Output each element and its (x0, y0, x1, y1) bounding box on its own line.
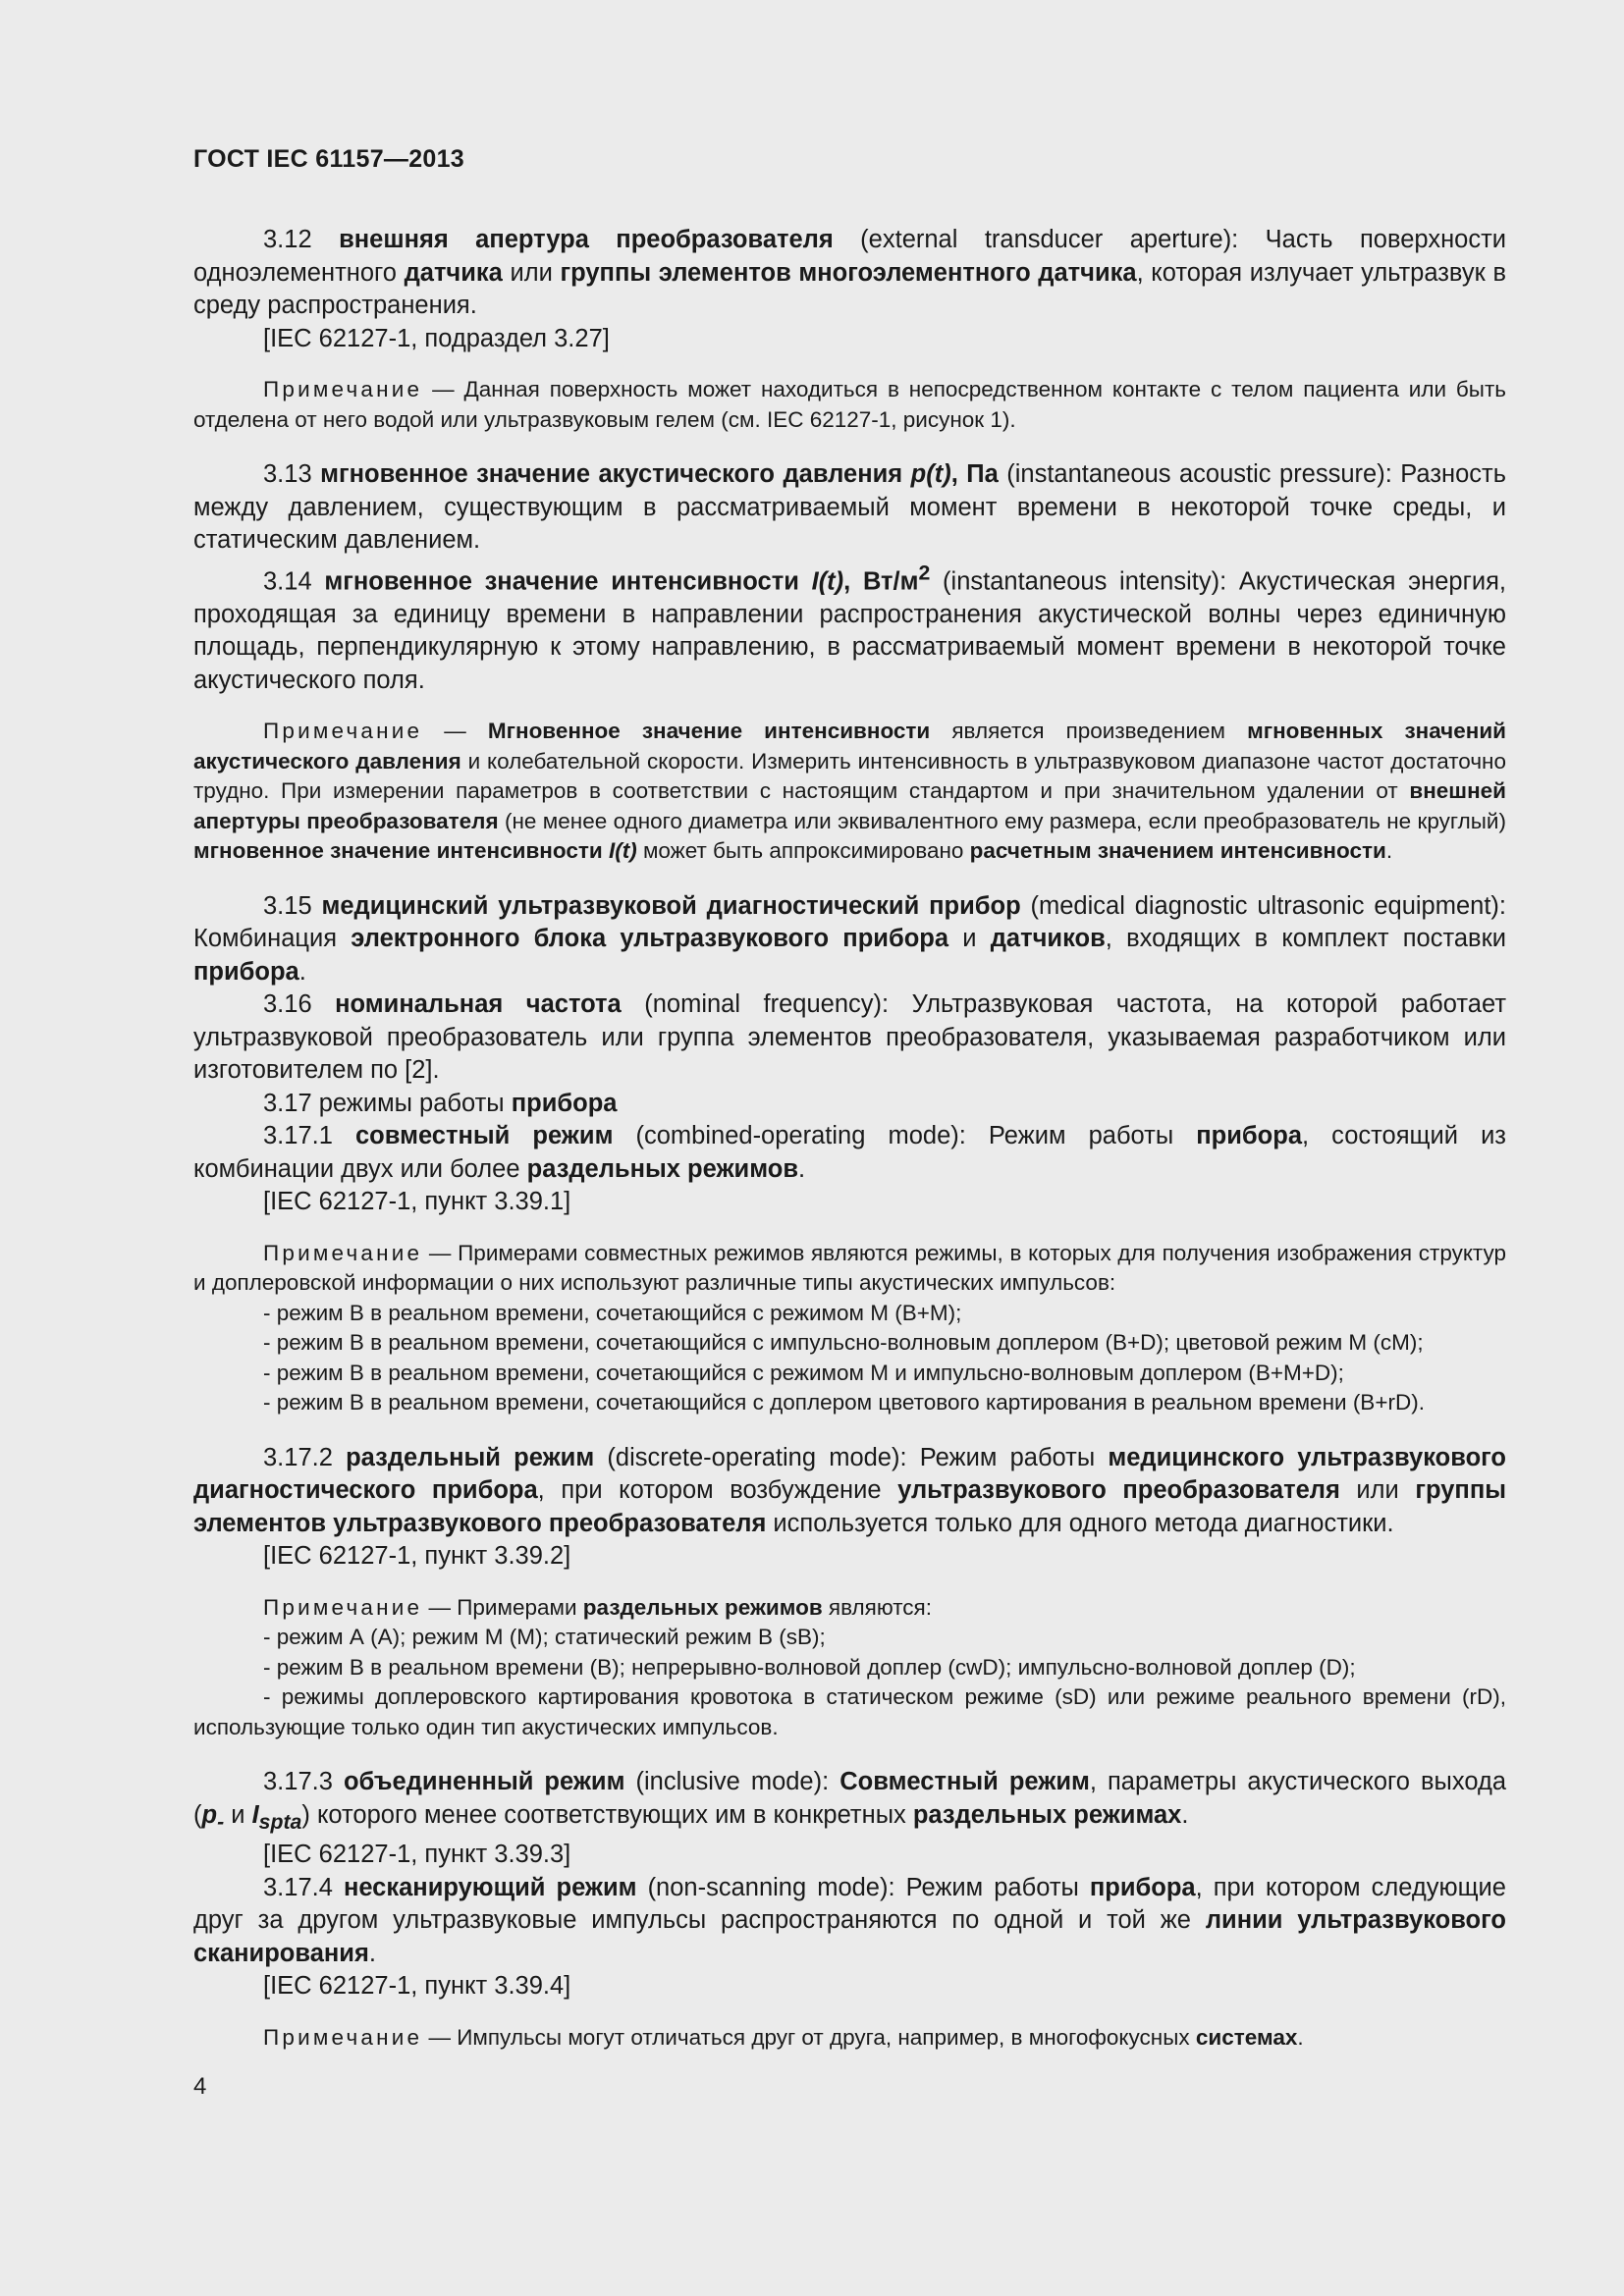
text: (external transducer aperture): Часть поверхности одноэлементного (193, 226, 1507, 287)
term-ref: внешней апертуры преобразователя (193, 778, 1506, 833)
text: или (1339, 1476, 1416, 1504)
clause-number: 3.14 (263, 567, 325, 595)
note-label: Примечание (263, 1594, 423, 1620)
source-reference: [IEC 62127-1, подраздел 3.27] (263, 324, 610, 352)
text: (instantaneous intensity): Акустическая энергия, проходящая за единицу времени в направлении распространения акустической волны через единичную площадь, перпендикулярную к этому направлению, в рассматриваемый момент времени в некоторой точке акустического поля. (193, 567, 1507, 694)
text: , которая излучает ультразвук в среду распространения. (193, 258, 1507, 319)
term-ref: раздельных режимов (582, 1594, 823, 1620)
term-ref: Совместный режим (839, 1768, 1090, 1795)
term-ref: группы элементов многоэлементного датчика (560, 258, 1137, 287)
text: . (1181, 1800, 1189, 1829)
text: (instantaneous acoustic pressure): Разность между давлением, существующим в рассматриваемый момент времени в некоторой точке среды, и статическим давлением. (193, 460, 1506, 554)
list-item: - режимы доплеровского картирования кровотока в статическом режиме (sD) или режиме реального времени (rD), использующие только один тип акустических импульсов. (193, 1684, 1506, 1739)
term-ref: прибора (1196, 1122, 1303, 1149)
symbol: I(t) (608, 838, 637, 863)
clause-number: 3.17.3 (263, 1768, 344, 1795)
source-reference: [IEC 62127-1, пункт 3.39.1] (263, 1188, 571, 1215)
term-ref: Мгновенное значение интенсивности (487, 719, 931, 743)
symbol: p (201, 1800, 218, 1829)
term: объединенный режим (343, 1768, 625, 1795)
text: является произведением (930, 719, 1248, 743)
clause-3-15 (193, 890, 1506, 989)
note (193, 375, 1506, 435)
term-ref: ультразвукового преобразователя (897, 1476, 1340, 1504)
text: и (948, 925, 991, 952)
page-number: 4 (193, 2073, 207, 2100)
clause-number: 3.16 (263, 990, 336, 1018)
text: (discrete-operating mode): Режим работы (594, 1443, 1109, 1471)
clause-3-14 (193, 558, 1506, 698)
term: внешняя апертура преобразователя (339, 226, 834, 253)
text: . (298, 957, 306, 986)
list-item: - режим А (А); режим М (М); статический режим В (sB); (263, 1625, 826, 1649)
text: (не менее одного диаметра или эквивалентного ему размера, если преобразователь не круглый) (498, 808, 1506, 833)
clause-3-17-1 (193, 1120, 1506, 1186)
text: ) которого менее соответствующих им в конкретных (301, 1800, 913, 1829)
note (193, 1239, 1506, 1299)
note-label: Примечание (263, 1240, 423, 1265)
note (193, 1593, 1506, 1624)
clause-number: 3.12 (263, 226, 340, 253)
symbol-subscript: - (217, 1809, 225, 1834)
text: . (1385, 838, 1393, 863)
unit: , Вт/м (843, 567, 919, 595)
term-ref: мгновенных значений акустического давления (193, 719, 1506, 774)
term-ref: раздельных режимов (526, 1154, 799, 1183)
note (193, 717, 1506, 867)
clause-3-13 (193, 458, 1506, 558)
text: , состоящий из комбинации двух или более (193, 1122, 1507, 1183)
term-ref: системах (1195, 2024, 1298, 2050)
clause-3-17 (193, 1088, 1506, 1121)
term-ref: линии ультразвукового сканирования (193, 1906, 1506, 1967)
list-item: - режим В в реальном времени, сочетающийся с режимом М и импульсно-волновым доплером (В+М+D); (263, 1360, 1344, 1385)
symbol: p(t) (910, 460, 951, 488)
note-label: Примечание (263, 2024, 423, 2050)
term-ref: датчиков (990, 925, 1106, 952)
text: — Примерами (422, 1594, 583, 1620)
term: несканирующий режим (343, 1873, 637, 1901)
note (193, 2023, 1506, 2054)
term: номинальная частота (335, 990, 622, 1018)
term-ref: медицинского ультразвукового диагностического прибора (193, 1443, 1507, 1504)
clause-number: 3.17.1 (263, 1122, 355, 1149)
text: — (422, 719, 488, 743)
note-label: Примечание (263, 377, 423, 401)
clause-3-16 (193, 988, 1506, 1088)
clause-number: 3.17 режимы работы (263, 1089, 512, 1117)
text: и (224, 1800, 252, 1829)
text: (inclusive mode): (624, 1768, 840, 1795)
clause-3-17-2 (193, 1442, 1506, 1541)
term-ref: датчика (404, 258, 503, 287)
text: — Импульсы могут отличаться друг от друга, например, в многофокусных (422, 2024, 1196, 2050)
text: , параметры акустического выхода ( (193, 1768, 1507, 1829)
symbol: I(t) (811, 567, 844, 595)
text: (non-scanning mode): Режим работы (636, 1873, 1090, 1901)
source-reference: [IEC 62127-1, пункт 3.39.3] (263, 1841, 571, 1869)
note-text: — Примерами совместных режимов являются режимы, в которых для получения изображения структур и доплеровской информации о них используют различные типы акустических импульсов: (193, 1240, 1506, 1295)
text: . (368, 1939, 376, 1967)
source-reference: [IEC 62127-1, пункт 3.39.2] (263, 1542, 571, 1570)
text: используется только для одного метода диагностики. (766, 1509, 1394, 1537)
text: (combined-operating mode): Режим работы (613, 1122, 1197, 1149)
unit-exponent: 2 (918, 561, 931, 585)
page-header: ГОСТ IEC 61157—2013 (193, 145, 465, 173)
text: . (1297, 2024, 1304, 2050)
term-ref: расчетным значением интенсивности (969, 838, 1386, 863)
text: . (798, 1154, 806, 1183)
text: , входящих в комплект поставки (1105, 925, 1506, 952)
term-ref: прибора (193, 957, 299, 986)
term-ref: прибора (1089, 1873, 1196, 1901)
list-item: - режим В в реальном времени, сочетающийся с доплером цветового картирования в реальном времени (В+rD). (263, 1390, 1425, 1415)
text: , при котором возбуждение (537, 1476, 898, 1504)
text: являются: (822, 1594, 932, 1620)
term: медицинский ультразвуковой диагностический прибор (321, 891, 1021, 920)
clause-number: 3.17.2 (263, 1443, 347, 1471)
term-ref: прибора (511, 1089, 618, 1117)
clause-3-17-4 (193, 1872, 1506, 1971)
term-ref: раздельных режимах (912, 1800, 1182, 1829)
text: (medical diagnostic ultrasonic equipment): Комбинация (193, 891, 1506, 952)
term: мгновенное значение акустического давления (320, 460, 911, 488)
text: , при котором следующие друг за другом ультразвуковые импульсы распространяются по одной и той же (193, 1873, 1506, 1935)
term-ref: группы элементов ультразвукового преобразователя (193, 1476, 1507, 1537)
term: совместный режим (354, 1122, 614, 1149)
unit: , Па (950, 460, 999, 488)
term-ref: мгновенное значение интенсивности (193, 838, 609, 863)
note-text: — Данная поверхность может находиться в непосредственном контакте с телом пациента или быть отделена от него водой или ультразвуковым гелем (см. IEC 62127-1, рисунок 1). (193, 377, 1506, 432)
list-item: - режим В в реальном времени, сочетающийся с импульсно-волновым доплером (В+D); цветовой режим М (сМ); (263, 1330, 1424, 1355)
text: (nominal frequency): Ультразвуковая частота, на которой работает ультразвуковой преобразователь или группа элементов преобразователя, указываемая разработчиком или изготовителем по [2]. (193, 990, 1506, 1084)
note-label: Примечание (263, 719, 423, 743)
clause-3-17-3 (193, 1766, 1506, 1839)
term: раздельный режим (346, 1443, 595, 1471)
list-item: - режим В в реальном времени, сочетающийся с режимом М (В+М); (263, 1300, 962, 1325)
symbol-subscript: spta (258, 1809, 302, 1834)
text: может быть аппроксимировано (636, 838, 970, 863)
clause-number: 3.17.4 (263, 1873, 344, 1901)
symbol: I (251, 1800, 259, 1829)
page-content (193, 224, 1506, 2053)
term-ref: электронного блока ультразвукового прибора (351, 925, 949, 952)
clause-number: 3.15 (263, 891, 322, 920)
term: мгновенное значение интенсивности (324, 567, 812, 595)
clause-3-12 (193, 224, 1506, 323)
source-reference: [IEC 62127-1, пункт 3.39.4] (263, 1972, 571, 2001)
text: или (502, 258, 561, 287)
clause-number: 3.13 (263, 460, 321, 488)
list-item: - режим В в реальном времени (В); непрерывно-волновой доплер (cwD); импульсно-волновой доплер (D); (263, 1654, 1356, 1680)
text: и колебательной скорости. Измерить интенсивность в ультразвуковом диапазоне частот достаточно трудно. При измерении параметров в соответствии с настоящим стандартом и при значительном удалении от (193, 748, 1506, 803)
